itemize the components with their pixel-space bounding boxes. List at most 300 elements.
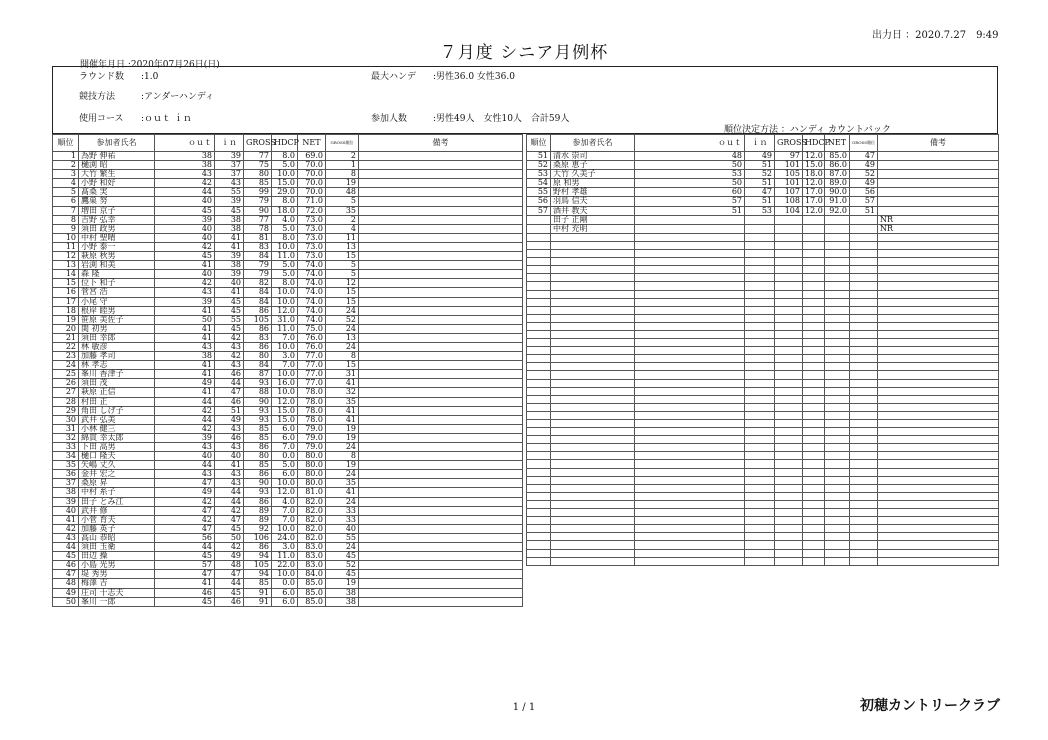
- cell-name: [551, 363, 635, 371]
- cell-net: 77.0: [298, 379, 326, 388]
- cell-net: 70.0: [298, 170, 326, 179]
- cell-out: 43: [155, 342, 215, 351]
- cell-gross: 104: [775, 206, 803, 215]
- cell-hdcp: 31.0: [272, 315, 298, 324]
- cell-out: 43: [155, 288, 215, 297]
- cell-gross-rank: 57: [850, 197, 878, 206]
- cell-remarks: [878, 460, 999, 468]
- cell-name: 小島 光男: [79, 561, 155, 570]
- output-date: 出力日 ：2020.7.27 9:49: [872, 30, 999, 41]
- cell-gross-rank: 51: [850, 206, 878, 215]
- cell-remarks: [878, 306, 999, 314]
- cell-hdcp: 7.0: [272, 506, 298, 515]
- col-gross-rank: GROSS順位: [850, 135, 878, 152]
- cell-in: [745, 290, 775, 298]
- cell-in: 38: [215, 215, 244, 224]
- cell-gross: 85: [244, 433, 272, 442]
- table-row: [53, 315, 523, 324]
- cell-name: 庄司 十志夫: [79, 588, 155, 597]
- cell-gross: 85: [244, 461, 272, 470]
- table-row: [527, 468, 999, 476]
- table-row: [53, 415, 523, 424]
- cell-gross: 82: [244, 279, 272, 288]
- cell-out: 40: [155, 270, 215, 279]
- cell-gross-rank: 8: [326, 170, 359, 179]
- cell-rank: [527, 298, 551, 306]
- cell-gross-rank: 15: [326, 252, 359, 261]
- cell-remarks: [878, 492, 999, 500]
- cell-in: [745, 274, 775, 282]
- table-row: [527, 250, 999, 258]
- cell-gross-rank: [850, 298, 878, 306]
- cell-remarks: [878, 549, 999, 557]
- cell-remarks: [359, 497, 523, 506]
- cell-hdcp: 15.0: [272, 406, 298, 415]
- cell-out: [635, 347, 745, 355]
- cell-gross: 94: [244, 570, 272, 579]
- cell-rank: 35: [53, 461, 79, 470]
- cell-out: [635, 395, 745, 403]
- table-row: [527, 339, 999, 347]
- cell-gross: [775, 314, 803, 322]
- cell-remarks: [878, 161, 999, 170]
- cell-name: 岩渕 和美: [79, 261, 155, 270]
- cell-net: [825, 258, 850, 266]
- cell-gross-rank: 2: [326, 152, 359, 161]
- table-row: [527, 290, 999, 298]
- table-row: [53, 506, 523, 515]
- cell-name: 中村 糸子: [79, 488, 155, 497]
- cell-name: 角田 しげ子: [79, 406, 155, 415]
- cell-gross: [775, 363, 803, 371]
- cell-in: [745, 549, 775, 557]
- cell-in: [745, 557, 775, 565]
- participants-info: [371, 111, 569, 124]
- cell-hdcp: 7.0: [272, 443, 298, 452]
- cell-gross-rank: [850, 436, 878, 444]
- cell-net: [825, 411, 850, 419]
- cell-name: 加藤 英子: [79, 524, 155, 533]
- cell-remarks: [878, 188, 999, 197]
- cell-name: 峯川 香津子: [79, 370, 155, 379]
- cell-remarks: [878, 250, 999, 258]
- cell-gross-rank: 24: [326, 342, 359, 351]
- cell-remarks: NR: [878, 224, 999, 233]
- cell-name: 大竹 久美子: [551, 170, 635, 179]
- header-row: [53, 135, 523, 152]
- cell-name: [551, 347, 635, 355]
- cell-name: 菅宮 浩: [79, 288, 155, 297]
- cell-hdcp: 15.0: [272, 179, 298, 188]
- cell-net: [825, 306, 850, 314]
- cell-net: 69.0: [298, 152, 326, 161]
- cell-remarks: [359, 197, 523, 206]
- cell-hdcp: [803, 492, 825, 500]
- cell-out: [635, 298, 745, 306]
- cell-name: 矢嶋 丈久: [79, 461, 155, 470]
- cell-hdcp: 0.0: [272, 452, 298, 461]
- cell-net: [825, 484, 850, 492]
- cell-gross-rank: 38: [326, 588, 359, 597]
- cell-net: 82.0: [298, 533, 326, 542]
- cell-gross: 79: [244, 270, 272, 279]
- cell-gross-rank: [850, 282, 878, 290]
- cell-gross: 93: [244, 415, 272, 424]
- cell-gross-rank: [850, 274, 878, 282]
- table-row: [53, 197, 523, 206]
- cell-remarks: [878, 468, 999, 476]
- cell-hdcp: 5.0: [272, 261, 298, 270]
- cell-name: 小野 和好: [79, 179, 155, 188]
- cell-name: 林 孝志: [79, 361, 155, 370]
- cell-gross-rank: [850, 266, 878, 274]
- cell-hdcp: [803, 371, 825, 379]
- table-row: [53, 497, 523, 506]
- cell-name: 須田 玉衛: [79, 543, 155, 552]
- cell-remarks: [359, 488, 523, 497]
- page-title: ７月度 シニア月例杯: [439, 43, 609, 63]
- cell-gross: 93: [244, 406, 272, 415]
- cell-net: [825, 387, 850, 395]
- cell-out: [635, 371, 745, 379]
- cell-rank: [527, 484, 551, 492]
- cell-gross-rank: 35: [326, 479, 359, 488]
- cell-net: 71.0: [298, 197, 326, 206]
- cell-gross-rank: 2: [326, 215, 359, 224]
- cell-hdcp: [803, 509, 825, 517]
- cell-rank: [527, 314, 551, 322]
- cell-in: 46: [215, 370, 244, 379]
- cell-net: [825, 330, 850, 338]
- cell-gross: 75: [244, 161, 272, 170]
- cell-out: 41: [155, 333, 215, 342]
- cell-remarks: [878, 484, 999, 492]
- cell-name: 林 敏彦: [79, 342, 155, 351]
- table-row: [527, 306, 999, 314]
- cell-net: 72.0: [298, 206, 326, 215]
- held-date: 開催年月日 :2020年07月26日(日): [80, 60, 220, 70]
- cell-in: [745, 509, 775, 517]
- cell-rank: 10: [53, 233, 79, 242]
- cell-name: [551, 403, 635, 411]
- cell-hdcp: [803, 428, 825, 436]
- cell-out: 40: [155, 197, 215, 206]
- cell-hdcp: [803, 517, 825, 525]
- cell-name: [551, 322, 635, 330]
- cell-remarks: [359, 424, 523, 433]
- cell-rank: [527, 468, 551, 476]
- club-name: 初穂カントリークラブ: [860, 698, 1000, 714]
- cell-in: [745, 355, 775, 363]
- cell-out: [635, 468, 745, 476]
- cell-hdcp: 3.0: [272, 543, 298, 552]
- cell-gross: [775, 500, 803, 508]
- cell-name: [551, 339, 635, 347]
- cell-hdcp: [803, 347, 825, 355]
- table-row: [527, 395, 999, 403]
- cell-in: [745, 233, 775, 241]
- cell-in: 46: [215, 597, 244, 606]
- cell-net: 74.0: [298, 261, 326, 270]
- cell-in: 43: [215, 361, 244, 370]
- cell-gross: 90: [244, 206, 272, 215]
- cell-gross: 83: [244, 242, 272, 251]
- cell-out: 45: [155, 252, 215, 261]
- cell-out: [635, 411, 745, 419]
- cell-remarks: [359, 215, 523, 224]
- cell-net: [825, 233, 850, 241]
- cell-in: 37: [215, 161, 244, 170]
- cell-net: 85.0: [298, 597, 326, 606]
- cell-net: 74.0: [298, 297, 326, 306]
- cell-name: [551, 258, 635, 266]
- cell-gross-rank: [850, 371, 878, 379]
- cell-in: [745, 387, 775, 395]
- cell-gross: 81: [244, 233, 272, 242]
- cell-gross: 108: [775, 197, 803, 206]
- cell-hdcp: 10.0: [272, 370, 298, 379]
- cell-gross: 90: [244, 479, 272, 488]
- table-row: [527, 517, 999, 525]
- page-number: 1 / 1: [512, 702, 536, 713]
- cell-gross-rank: 8: [326, 452, 359, 461]
- cell-in: [745, 460, 775, 468]
- cell-out: 57: [155, 561, 215, 570]
- cell-rank: [527, 436, 551, 444]
- cell-out: 45: [155, 552, 215, 561]
- cell-in: 43: [215, 443, 244, 452]
- cell-gross-rank: 12: [326, 279, 359, 288]
- cell-remarks: [878, 428, 999, 436]
- cell-rank: 13: [53, 261, 79, 270]
- table-row: [527, 241, 999, 249]
- cell-name: 大竹 繁生: [79, 170, 155, 179]
- cell-out: 43: [155, 470, 215, 479]
- cell-name: [551, 274, 635, 282]
- cell-gross-rank: 24: [326, 443, 359, 452]
- cell-name: [551, 468, 635, 476]
- cell-hdcp: [803, 266, 825, 274]
- cell-gross: 80: [244, 352, 272, 361]
- cell-remarks: [359, 515, 523, 524]
- cell-in: 44: [215, 497, 244, 506]
- cell-remarks: [878, 363, 999, 371]
- cell-out: 53: [635, 170, 745, 179]
- cell-gross: [775, 258, 803, 266]
- cell-rank: 52: [527, 161, 551, 170]
- cell-hdcp: [803, 387, 825, 395]
- table-row: [527, 224, 999, 233]
- cell-gross: 86: [244, 324, 272, 333]
- cell-in: [745, 476, 775, 484]
- cell-in: 37: [215, 170, 244, 179]
- cell-gross: 86: [244, 543, 272, 552]
- cell-hdcp: [803, 290, 825, 298]
- cell-hdcp: 10.0: [272, 170, 298, 179]
- cell-in: 44: [215, 579, 244, 588]
- cell-out: 40: [155, 452, 215, 461]
- cell-net: [825, 355, 850, 363]
- cell-gross-rank: 15: [326, 288, 359, 297]
- table-row: [53, 406, 523, 415]
- cell-net: 78.0: [298, 397, 326, 406]
- cell-net: 83.0: [298, 552, 326, 561]
- cell-hdcp: [803, 355, 825, 363]
- cell-net: 73.0: [298, 252, 326, 261]
- cell-gross: 87: [244, 370, 272, 379]
- cell-name: [551, 387, 635, 395]
- cell-gross-rank: 19: [326, 424, 359, 433]
- cell-in: 45: [215, 588, 244, 597]
- cell-name: 桑原 昇: [79, 479, 155, 488]
- cell-hdcp: [803, 395, 825, 403]
- cell-in: 45: [215, 306, 244, 315]
- cell-net: [825, 224, 850, 233]
- cell-net: [825, 509, 850, 517]
- cell-in: 46: [215, 397, 244, 406]
- cell-remarks: [359, 179, 523, 188]
- col-hdcp: HDCP: [272, 135, 298, 152]
- cell-rank: 31: [53, 424, 79, 433]
- cell-hdcp: 24.0: [272, 533, 298, 542]
- cell-net: [825, 436, 850, 444]
- cell-remarks: [359, 297, 523, 306]
- cell-gross: [775, 476, 803, 484]
- cell-gross: [775, 517, 803, 525]
- table-row: [527, 484, 999, 492]
- cell-gross-rank: [850, 541, 878, 549]
- cell-remarks: [359, 443, 523, 452]
- cell-net: 80.0: [298, 461, 326, 470]
- cell-rank: 16: [53, 288, 79, 297]
- cell-in: [745, 215, 775, 224]
- cell-gross-rank: [850, 420, 878, 428]
- cell-gross-rank: [850, 468, 878, 476]
- cell-out: [635, 525, 745, 533]
- cell-out: [635, 258, 745, 266]
- cell-net: [825, 549, 850, 557]
- cell-hdcp: 3.0: [272, 352, 298, 361]
- cell-rank: 41: [53, 515, 79, 524]
- cell-rank: [527, 541, 551, 549]
- cell-hdcp: 18.0: [803, 170, 825, 179]
- cell-in: [745, 484, 775, 492]
- cell-hdcp: 10.0: [272, 288, 298, 297]
- cell-name: 原 和男: [551, 179, 635, 188]
- cell-name: 田子 とみ江: [79, 497, 155, 506]
- cell-gross: 84: [244, 361, 272, 370]
- cell-name: [551, 395, 635, 403]
- table-row: [53, 597, 523, 606]
- course-label: 使用コース: [79, 114, 124, 124]
- cell-in: 45: [215, 324, 244, 333]
- cell-out: 42: [155, 515, 215, 524]
- cell-gross: 85: [244, 424, 272, 433]
- cell-remarks: [878, 387, 999, 395]
- cell-net: 77.0: [298, 361, 326, 370]
- cell-remarks: [359, 161, 523, 170]
- cell-gross: 93: [244, 488, 272, 497]
- cell-name: [551, 314, 635, 322]
- cell-hdcp: 8.0: [272, 197, 298, 206]
- cell-out: 44: [155, 397, 215, 406]
- cell-name: 梅澤 吉: [79, 579, 155, 588]
- cell-out: 42: [155, 242, 215, 251]
- table-row: [53, 215, 523, 224]
- cell-name: 堤 秀男: [79, 570, 155, 579]
- cell-in: [745, 533, 775, 541]
- cell-rank: [527, 330, 551, 338]
- cell-out: 44: [155, 543, 215, 552]
- cell-gross: 86: [244, 342, 272, 351]
- cell-name: [551, 290, 635, 298]
- cell-in: 51: [745, 179, 775, 188]
- course-info: [79, 111, 192, 124]
- cell-rank: [527, 533, 551, 541]
- cell-gross: 92: [244, 524, 272, 533]
- cell-net: 74.0: [298, 288, 326, 297]
- cell-net: 79.0: [298, 443, 326, 452]
- table-row: [53, 206, 523, 215]
- cell-rank: 12: [53, 252, 79, 261]
- cell-gross: 77: [244, 152, 272, 161]
- cell-name: 須田 政男: [79, 224, 155, 233]
- cell-gross-rank: 31: [326, 370, 359, 379]
- cell-gross-rank: 52: [326, 315, 359, 324]
- cell-hdcp: 16.0: [272, 379, 298, 388]
- cell-in: 43: [215, 470, 244, 479]
- cell-in: 41: [215, 288, 244, 297]
- cell-in: [745, 266, 775, 274]
- cell-in: [745, 282, 775, 290]
- cell-name: [551, 241, 635, 249]
- cell-net: 70.0: [298, 161, 326, 170]
- col-in: ｉｎ: [215, 135, 244, 152]
- cell-in: [745, 306, 775, 314]
- cell-in: 46: [215, 433, 244, 442]
- cell-gross: [775, 274, 803, 282]
- cell-hdcp: 0.0: [272, 579, 298, 588]
- cell-gross: [775, 460, 803, 468]
- cell-rank: [527, 224, 551, 233]
- cell-out: 47: [155, 524, 215, 533]
- cell-gross-rank: [850, 363, 878, 371]
- cell-net: [825, 428, 850, 436]
- cell-out: 38: [155, 352, 215, 361]
- cell-rank: 38: [53, 488, 79, 497]
- cell-gross: [775, 420, 803, 428]
- cell-gross: 84: [244, 252, 272, 261]
- table-row: [527, 476, 999, 484]
- cell-net: [825, 250, 850, 258]
- cell-net: 74.0: [298, 279, 326, 288]
- method-info: [79, 89, 214, 102]
- cell-name: [551, 549, 635, 557]
- cell-hdcp: 6.0: [272, 470, 298, 479]
- cell-remarks: [878, 339, 999, 347]
- cell-gross-rank: 11: [326, 233, 359, 242]
- cell-hdcp: [803, 476, 825, 484]
- cell-gross-rank: [850, 484, 878, 492]
- cell-remarks: [878, 379, 999, 387]
- cell-gross-rank: [850, 241, 878, 249]
- cell-gross: [775, 411, 803, 419]
- cell-hdcp: 10.0: [272, 570, 298, 579]
- cell-gross: [775, 290, 803, 298]
- table-row: [53, 297, 523, 306]
- table-row: [527, 500, 999, 508]
- cell-name: [551, 517, 635, 525]
